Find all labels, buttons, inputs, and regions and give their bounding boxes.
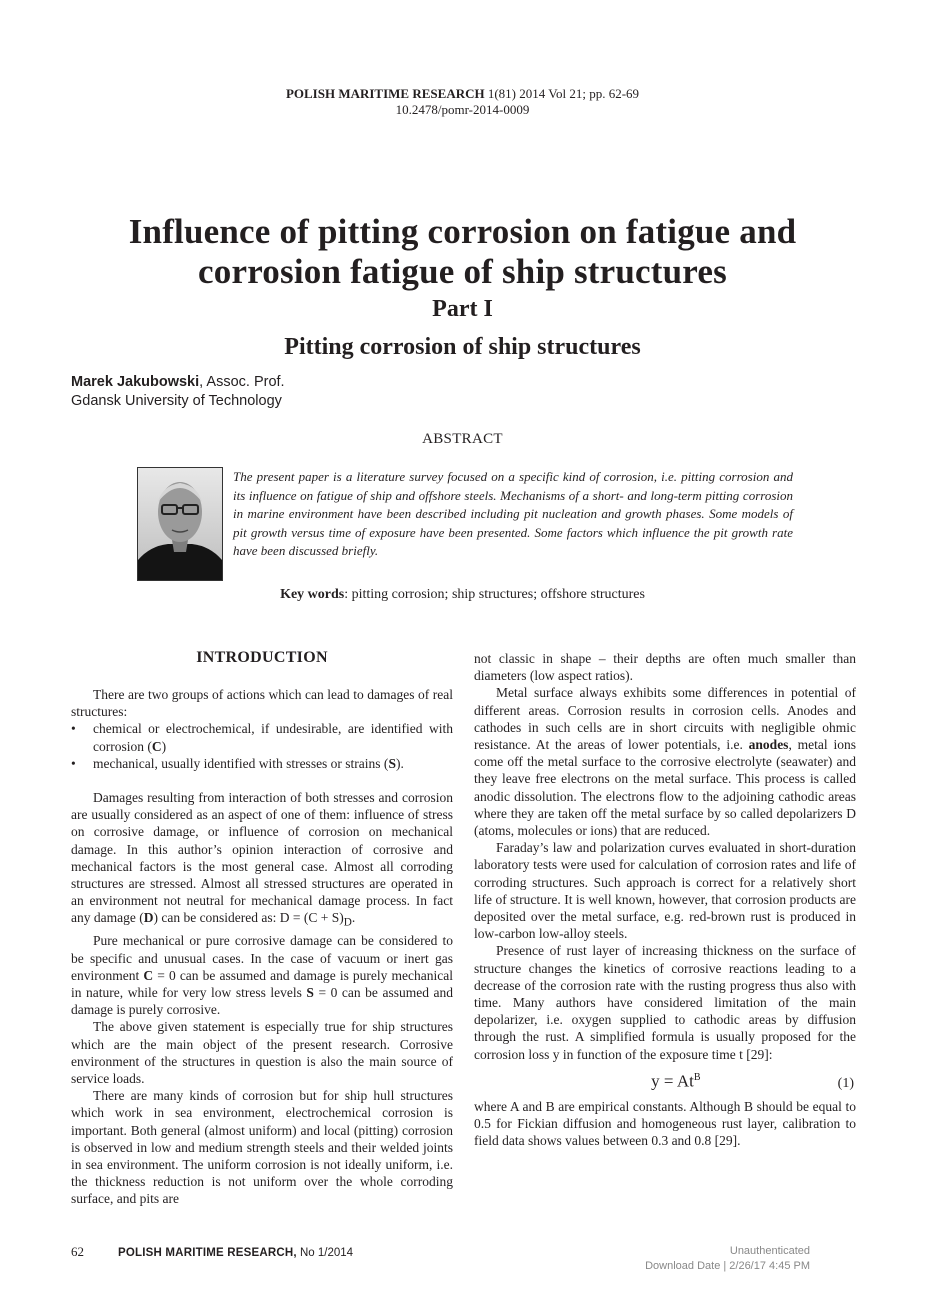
- journal-header: [0, 86, 925, 118]
- bold-run: S: [306, 984, 314, 1000]
- title-line-1: Influence of pitting corrosion on fatigue and: [128, 212, 797, 251]
- section-heading-introduction: INTRODUCTION: [196, 649, 328, 666]
- paragraph: where A and B are empirical constants. Although B should be equal to 0.5 for Fickian diffusion and homogeneous rust layer, calibration to field data shows values between 0.3 and 0.8 [29].: [474, 1098, 856, 1149]
- text-run: Damages resulting from interaction of both stresses and corrosion are usually considered as an aspect of one of them: influence of stress on corrosive damage, or influence of corrosion on mechanical damage. In this author’s opinion interaction of corrosive and mechanical factors is the most general case. Almost all corroding structures are stressed. Almost all stressed structures are operated in an environment not neutral for mechanical damage process. In fact any damage (: [71, 790, 453, 926]
- paragraph: There are many kinds of corrosion but for ship hull structures which work in sea environment, electrochemical corrosion is important. Both general (almost uniform) and local (pitting) corrosion is observed in low and medium strength steels and their welded joints in sea environment. The uniform corrosion is not ideally uniform, i.e. the thickness reduction is not uniform over the whole corroding surface, and pits are: [71, 1088, 453, 1207]
- text-run: = 0 can be assumed and damage is purely mechanical in nature, while for very low stress levels: [71, 967, 454, 1000]
- part-label: Part I: [432, 296, 493, 322]
- bold-run: C: [143, 967, 154, 983]
- author-position: , Assoc. Prof.: [199, 374, 285, 390]
- author-block: [71, 373, 285, 411]
- equation-superscript: B: [693, 1071, 701, 1083]
- text-run: Pure mechanical or pure corrosive damage can be considered to be specific and unusual cases. In the case of vacuum or inert gas environment: [71, 933, 453, 983]
- paragraph: [71, 932, 453, 1018]
- bullet-text-end: ): [161, 738, 167, 754]
- abstract-heading: ABSTRACT: [422, 431, 503, 447]
- paper-subtitle: Pitting corrosion of ship structures: [284, 334, 641, 360]
- text-run: .: [351, 910, 356, 926]
- doi: 10.2478/pomr-2014-0009: [395, 102, 530, 117]
- equation-number: (1): [837, 1075, 854, 1091]
- watermark-line-1: Unauthenticated: [729, 1245, 810, 1257]
- text-run: Metal surface always exhibits some differences in potential of different areas. Corrosion results in corrosion cells. Anodes and cathodes in such cells are in short circuits with negligible ohmic resistance. At the areas of lower potentials, i.e.: [474, 685, 856, 753]
- text-run: ) can be considered as: D = (C + S): [153, 910, 344, 926]
- footer-issue: No 1/2014: [296, 1247, 354, 1259]
- paragraph: Faraday’s law and polarization curves evaluated in short-duration laboratory tests were used for calculation of corrosion rates and life of corroding structures. Such approach is correct for a relatively short life of structure. It is well known, however, that corrosion products are deposited over the metal surface, e.g. red-brown rust is produced in low-carbon low-alloy steels.: [474, 840, 856, 942]
- paragraph: [474, 684, 856, 839]
- keywords-label: Key words: [280, 587, 345, 602]
- journal-issue: 1(81) 2014 Vol 21; pp. 62-69: [484, 86, 640, 101]
- author-name: Marek Jakubowski: [71, 374, 200, 390]
- bold-run: anodes: [748, 737, 789, 753]
- left-column: [71, 648, 453, 1208]
- text-run: = 0 can be assumed and damage is purely corrosive.: [71, 984, 453, 1018]
- author-photo: [137, 467, 223, 581]
- paper-title: [60, 212, 865, 292]
- title-line-2: corrosion fatigue of ship structures: [198, 252, 727, 291]
- right-column: [474, 650, 856, 1149]
- text-run: , metal ions come off the metal surface to the corrosive electrolyte (seawater) and they leave free electrons on the metal surface. This process is called anodic dissolution. The electrons flow to the adjoining cathodic areas where they are taken off the metal surface by so called depolarizers D (atoms, molecules or ions) that are reduced.: [474, 737, 856, 839]
- paragraph: There are two groups of actions which can lead to damages of real structures:: [71, 687, 453, 720]
- bullet-bold: S: [388, 755, 396, 771]
- page-footer: [71, 1244, 353, 1260]
- paragraph: Presence of rust layer of increasing thickness on the surface of structure changes the kinetics of corrosive reactions leading to a decrease of the corrosion rate with the rusting progress thus also with time. Many authors have considered limitation of the main depolarizer, i.e. oxygen supplied to cathodic areas by diffusion through the rust. A simplified formula is usually proposed for the corrosion loss y in function of the exposure time t [29]:: [474, 943, 856, 1062]
- equation-1: [474, 1069, 856, 1092]
- equation-body: [474, 1069, 838, 1090]
- footer-journal: POLISH MARITIME RESEARCH,: [118, 1247, 297, 1259]
- list-item: [71, 755, 453, 772]
- watermark-line-2: Download Date | 2/26/17 4:45 PM: [645, 1260, 810, 1272]
- paragraph: The above given statement is especially true for ship structures which are the main object of the present research. Corrosive environment of the structures in question is also the main source of service loads.: [71, 1019, 453, 1086]
- subscript: D: [343, 917, 352, 930]
- page-number: 62: [71, 1244, 84, 1259]
- list-item: [71, 720, 453, 754]
- bullet-text: chemical or electrochemical, if undesirable, are identified with corrosion (: [93, 721, 453, 754]
- paragraph: [71, 789, 453, 932]
- bullet-marker: •: [71, 755, 76, 771]
- journal-name: POLISH MARITIME RESEARCH: [285, 86, 485, 101]
- bullet-bold: C: [151, 738, 162, 754]
- bullet-text-end: ).: [395, 755, 404, 771]
- keywords: [0, 587, 925, 603]
- download-watermark: [645, 1244, 810, 1274]
- keywords-text: : pitting corrosion; ship structures; offshore structures: [344, 587, 645, 602]
- bullet-text: mechanical, usually identified with stresses or strains (: [93, 755, 389, 771]
- bullet-marker: •: [71, 721, 76, 737]
- equation-main: y = At: [651, 1071, 694, 1091]
- paragraph: not classic in shape – their depths are often much smaller than diameters (low aspect ratios).: [474, 651, 856, 684]
- bold-run: D: [143, 910, 154, 926]
- author-affiliation: Gdansk University of Technology: [71, 393, 282, 409]
- abstract-text: The present paper is a literature survey focused on a specific kind of corrosion, i.e. pitting corrosion and its influence on fatigue of ship and offshore steels. Mechanisms of a short- and long-term pitting corrosion in marine environment have been described including pit nucleation and growth phases. Some models of pit growth versus time of exposure have been presented. Some factors which influence the pit growth rate have been discussed briefly.: [233, 469, 793, 558]
